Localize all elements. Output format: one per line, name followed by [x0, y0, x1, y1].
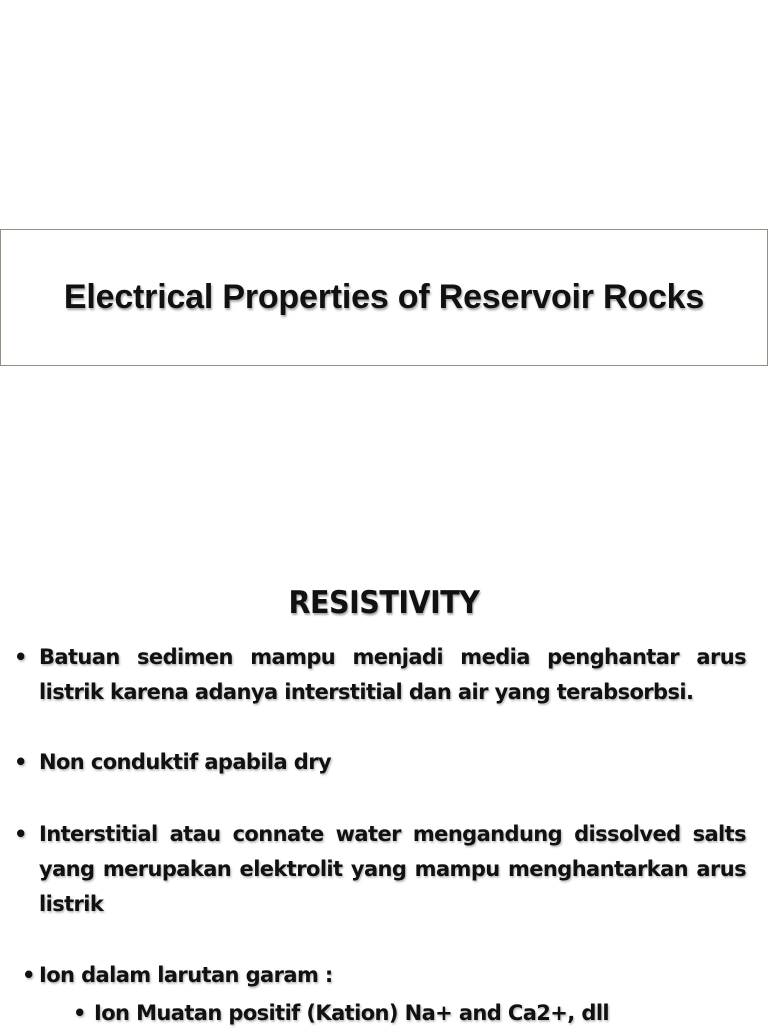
bullet-dot: •	[14, 750, 27, 774]
bullet-text: Non conduktif apabila dry	[39, 750, 332, 774]
bullet-dot: •	[14, 822, 27, 846]
content-slide	[0, 545, 768, 1024]
bullet-item	[14, 817, 746, 922]
title-box	[0, 229, 768, 366]
bullet-item	[14, 745, 746, 780]
bullet-text: Batuan sedimen mampu menjadi media penghantar arus listrik karena adanya interstitial dan air yang terabsorbsi.	[39, 645, 746, 704]
sub-bullet-text: Ion Muatan positif (Kation) Na+ and Ca2+, dll	[94, 1001, 610, 1025]
bullet-dot: •	[14, 645, 27, 669]
bullet-item	[22, 958, 754, 993]
bullet-text: Ion dalam larutan garam :	[39, 963, 333, 987]
sub-bullet-item	[73, 996, 763, 1031]
bullet-item	[14, 640, 746, 710]
slide-heading: RESISTIVITY	[288, 585, 480, 621]
bullet-dot: •	[22, 963, 35, 987]
bullet-dot: •	[73, 1001, 86, 1025]
bullet-text: Interstitial atau connate water mengandung dissolved salts yang merupakan elektrolit yang mampu menghantarkan arus listrik	[39, 822, 746, 916]
slide-title: Electrical Properties of Reservoir Rocks	[63, 278, 705, 316]
